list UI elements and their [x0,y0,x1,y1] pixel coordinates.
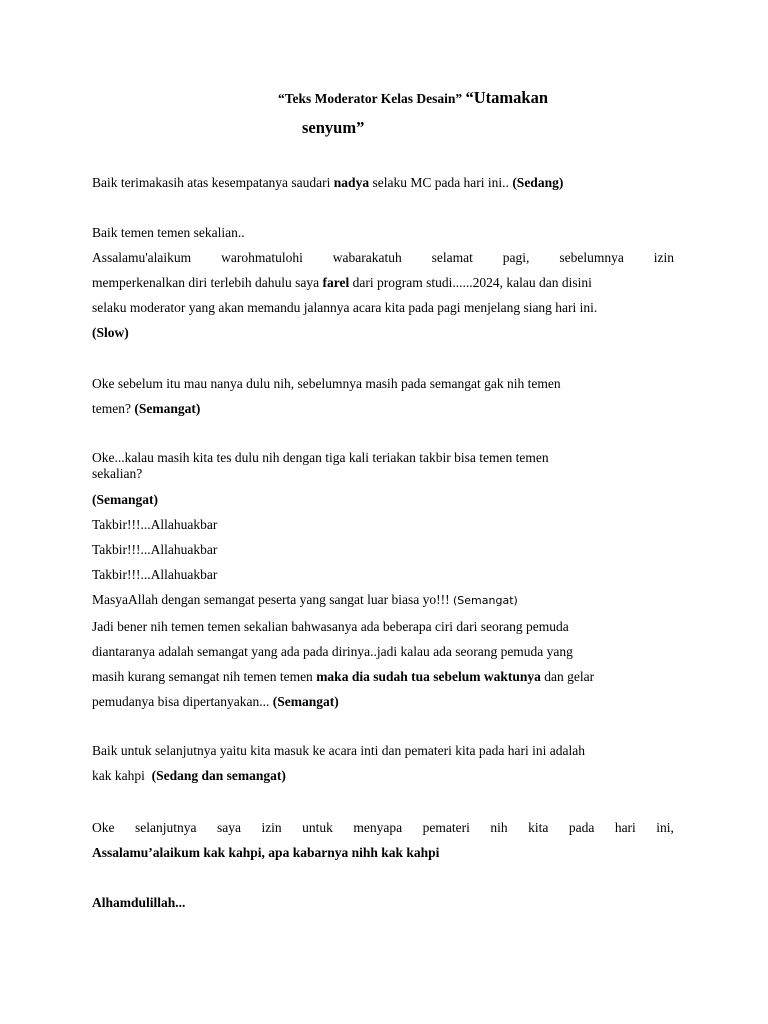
word: izin [261,820,282,835]
cue-text: (Semangat) [272,694,339,709]
text-line-justified [92,245,674,270]
text-line: Takbir!!!...Allahuakbar [92,517,218,532]
word: pagi, [502,250,530,265]
word: sebelumnya [559,250,624,265]
text-line [92,664,674,689]
paragraph-spirit-check [92,371,674,421]
word: untuk [302,820,333,835]
word: kita [528,820,549,835]
text: dan gelar [540,669,595,684]
text-line [92,587,674,612]
text-line [92,840,674,865]
cue-text: (Slow) [92,325,129,340]
text: masih kurang semangat nih temen temen [92,669,317,684]
word: pada [568,820,595,835]
text-line: Baik untuk selanjutnya yaitu kita masuk ke acara inti dan pemateri kita pada hari ini adalah [92,743,585,758]
paragraph-takbir [92,450,674,612]
cue-text: (Semangat) [134,401,201,416]
cue-text: (Sedang dan semangat) [151,768,286,783]
document-title-line-1 [0,88,768,108]
word: Assalamu'alaikum [92,250,192,265]
word: nih [490,820,508,835]
text-line [92,689,674,714]
word: ini, [656,820,674,835]
text: pemudanya bisa dipertanyakan... [92,694,273,709]
text-line: Takbir!!!...Allahuakbar [92,542,218,557]
text: dari program studi......2024, kalau dan disini [349,275,592,290]
word: pemateri [422,820,470,835]
text-line [92,170,674,195]
text-line: Baik temen temen sekalian.. [92,225,245,240]
text-line: Oke...kalau masih kita tes dulu nih dengan tiga kali teriakan takbir bisa temen temen [92,450,549,465]
bold-text: nadya [333,175,370,190]
word: wabarakatuh [332,250,402,265]
paragraph-introduction [92,220,674,345]
text-line: diantaranya adalah semangat yang ada pada dirinya..jadi kalau ada seorang pemuda yang [92,644,573,659]
cue-text: (Semangat) [453,594,518,607]
word: warohmatulohi [221,250,303,265]
text-line [92,890,674,915]
text-line [92,320,674,345]
word: menyapa [353,820,403,835]
paragraph-mc-thanks [92,170,674,195]
word: selamat [431,250,473,265]
text: kak kahpi [92,768,152,783]
text-line [92,396,674,421]
text: MasyaAllah dengan semangat peserta yang sangat luar biasa yo!!! [92,592,453,607]
text-line [92,270,674,295]
cue-text: (Semangat) [92,492,158,507]
bold-text: Assalamu’alaikum kak kahpi, apa kabarnya nihh kak kahpi [92,845,440,860]
bold-text: Alhamdulillah... [92,895,186,910]
word: hari [614,820,636,835]
text-line [92,763,674,788]
title-text: “Teks Moderator Kelas Desain” [278,91,463,106]
text-line-justified [92,815,674,840]
text-line: Oke sebelum itu mau nanya dulu nih, sebelumnya masih pada semangat gak nih temen [92,376,561,391]
word: Oke [92,820,115,835]
text-line: Takbir!!!...Allahuakbar [92,567,218,582]
paragraph-main-session [92,738,674,788]
bold-text: farel [322,275,350,290]
text-line: sekalian? [92,466,143,481]
title-text-emphasis: senyum” [302,118,365,137]
text: Baik terimakasih atas kesempatanya saudari [92,175,334,190]
bold-text: maka dia sudah tua sebelum waktunya [316,669,541,684]
paragraph-greet-speaker [92,815,674,865]
text-line: Jadi bener nih temen temen sekalian bahwasanya ada beberapa ciri dari seorang pemuda [92,619,569,634]
word: saya [216,820,241,835]
text-line: selaku moderator yang akan memandu jalannya acara kita pada pagi menjelang siang hari ini. [92,300,598,315]
word: selanjutnya [134,820,197,835]
text: memperkenalkan diri terlebih dahulu saya [92,275,323,290]
cue-text: (Sedang) [512,175,564,190]
document-title-line-2 [0,118,768,138]
text-line [92,487,674,512]
paragraph-closing [92,890,674,915]
word: izin [653,250,674,265]
title-text-emphasis: “Utamakan [465,88,549,107]
text: selaku MC pada hari ini.. [369,175,513,190]
paragraph-youth [92,614,674,714]
text: temen? [92,401,135,416]
